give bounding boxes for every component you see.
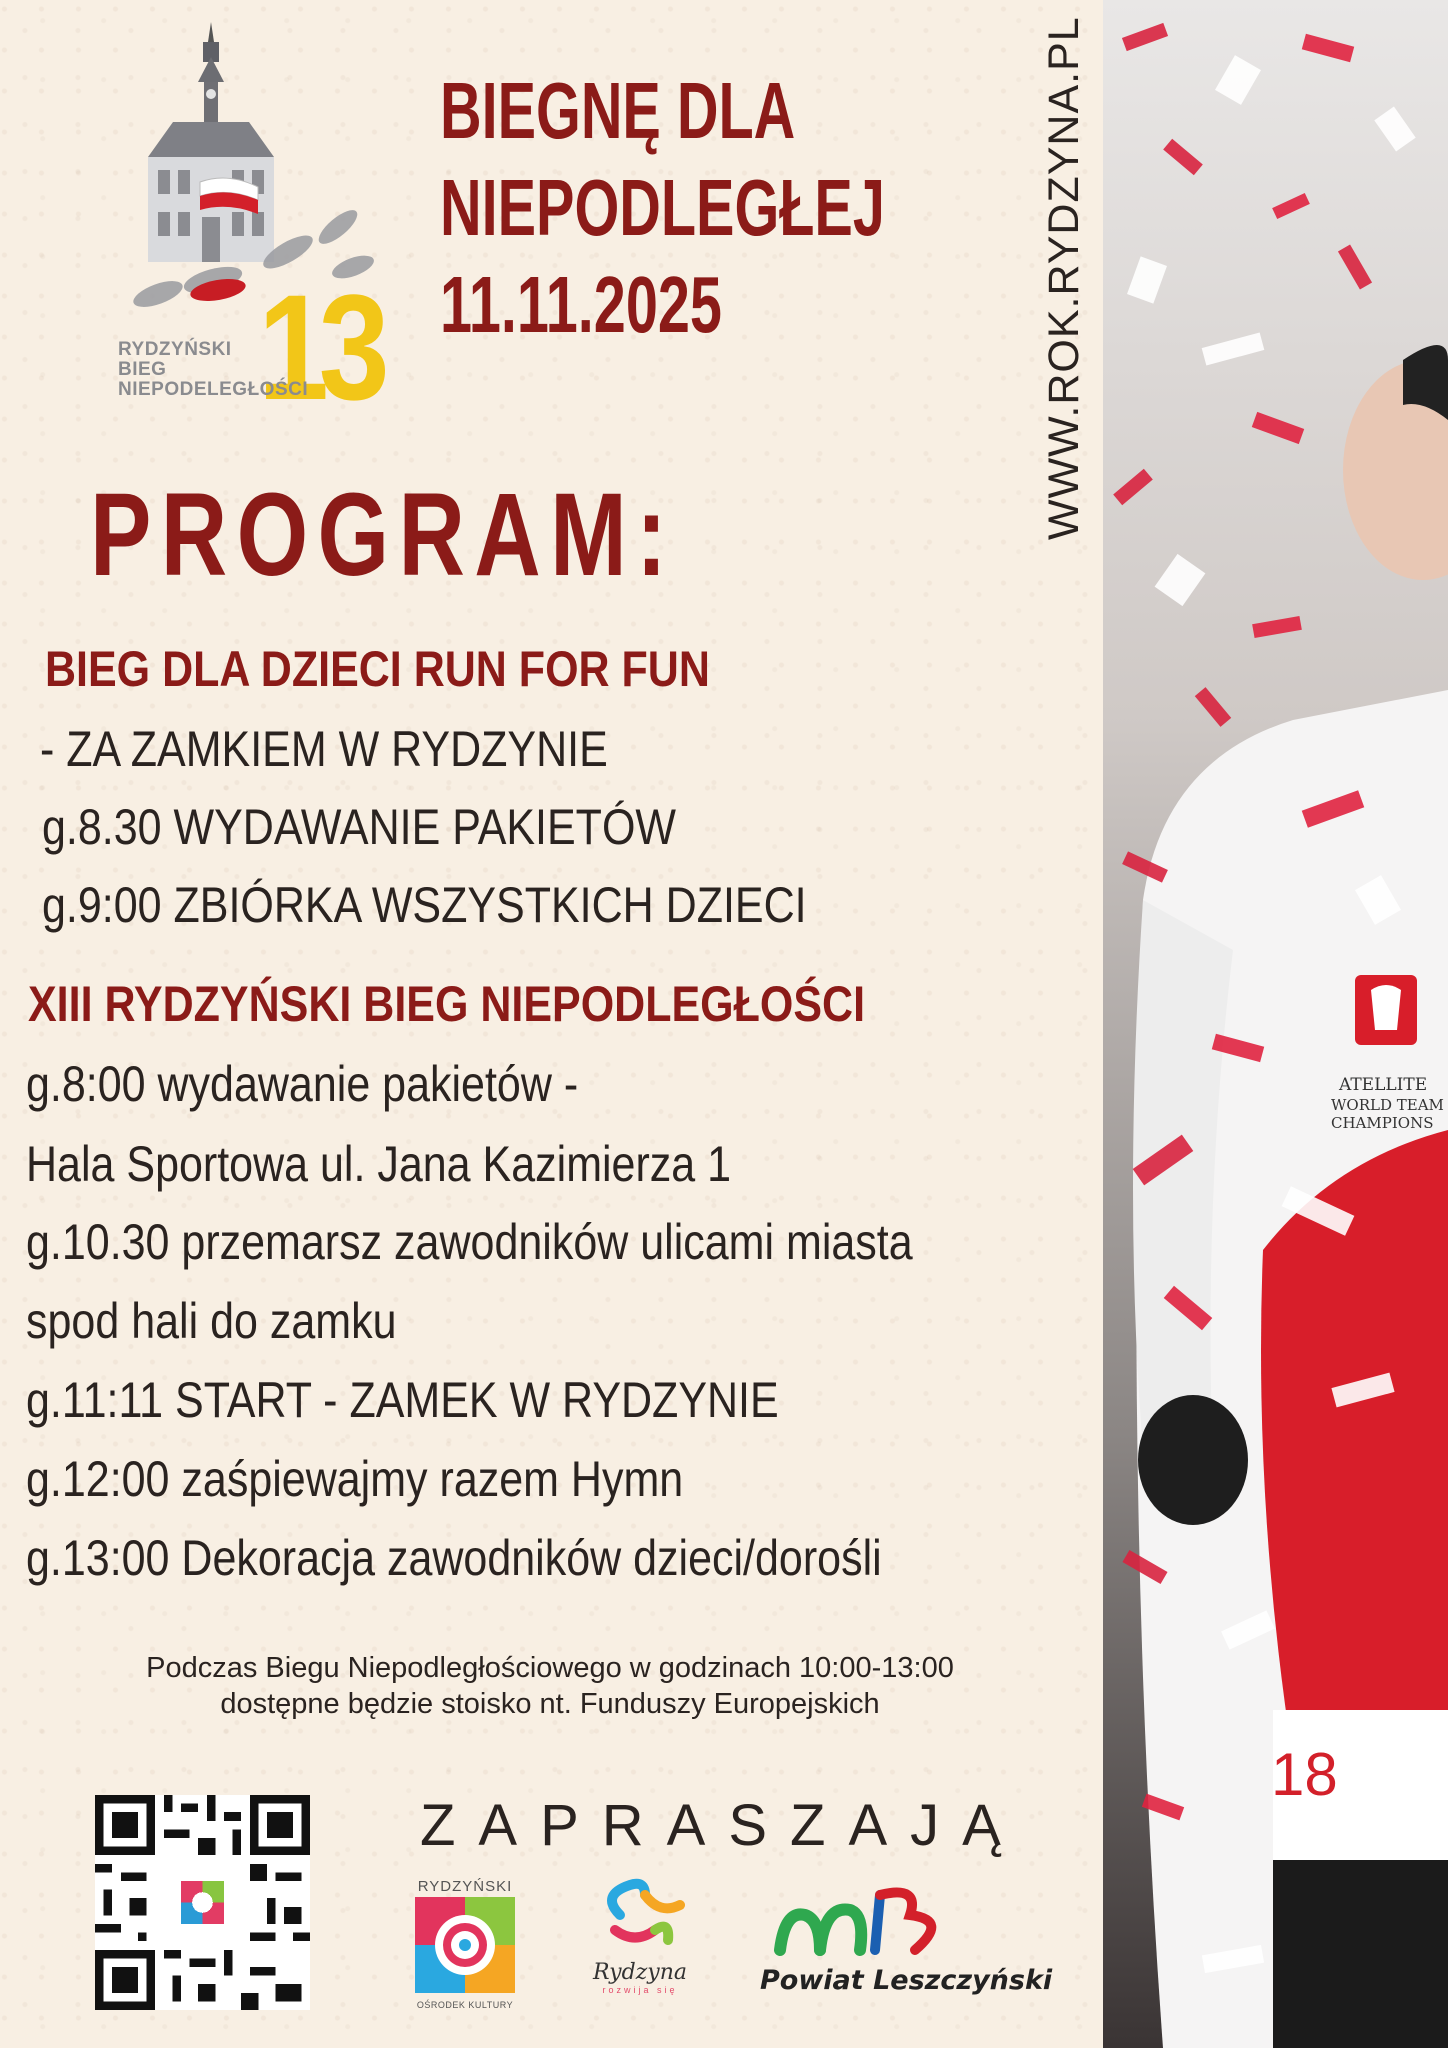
title-line-1: BIEGNĘ DLA (440, 66, 796, 155)
main-run-line: g.12:00 zaśpiewajmy razem Hymn (26, 1451, 684, 1507)
org2-sub: rozwija się (602, 1985, 678, 1995)
org1-label: RYDZYŃSKI (417, 1878, 513, 1895)
logo-line-1: RYDZYŃSKI (118, 339, 232, 360)
runner-confetti-image (1103, 0, 1448, 2048)
qr-code[interactable] (95, 1795, 310, 2010)
event-logo (118, 22, 398, 431)
main-run-line: g.10.30 przemarsz zawodników ulicami miasta (26, 1214, 913, 1270)
main-run-title: XIII RYDZYŃSKI BIEG NIEPODLEGŁOŚCI (28, 976, 866, 1032)
eu-funds-notice (0, 1650, 1100, 1722)
organizer-cultural-center[interactable] (410, 1878, 520, 2010)
organizer-powiat[interactable] (760, 1880, 1053, 1996)
website-link[interactable]: WWW.ROK.RYDZYNA.PL (1040, 16, 1088, 540)
main-run-line: spod hali do zamku (26, 1293, 397, 1349)
logo-text (118, 340, 318, 400)
runner-photo (1103, 0, 1448, 2048)
svg-text:CHAMPIONS: CHAMPIONS (1331, 1114, 1434, 1132)
kids-run-line: - ZA ZAMKIEM W RYDZYNIE (40, 721, 608, 777)
program-heading: PROGRAM: (90, 469, 677, 601)
kids-run-title: BIEG DLA DZIECI RUN FOR FUN (45, 641, 710, 697)
logo-line-2: BIEG (118, 359, 167, 380)
svg-text:18: 18 (1271, 1741, 1338, 1808)
invite-heading: ZAPRASZAJĄ (420, 1793, 1024, 1858)
notice-line-2: dostępne będzie stoisko nt. Funduszy Europejskich (220, 1688, 880, 1720)
main-run-line: Hala Sportowa ul. Jana Kazimierza 1 (26, 1136, 732, 1192)
powiat-logo-icon (760, 1880, 1040, 1960)
notice-line-1: Podczas Biegu Niepodległościowego w godzinach 10:00-13:00 (146, 1652, 954, 1684)
event-title (440, 62, 885, 353)
svg-text:ATELLITE: ATELLITE (1339, 1075, 1428, 1095)
logo-line-3: NIEPODELEGŁOŚCI (118, 379, 309, 400)
logo-number: 13 (258, 263, 380, 431)
kids-run-line: g.9:00 ZBIÓRKA WSZYSTKICH DZIECI (42, 877, 807, 933)
title-date: 11.11.2025 (440, 260, 722, 349)
rydzyna-logo-icon (590, 1875, 690, 1955)
org2-label: Rydzyna (593, 1960, 687, 1985)
organizer-rydzyna[interactable] (575, 1875, 705, 1995)
org1-sub: OŚRODEK KULTURY (416, 2000, 514, 2010)
svg-text:WORLD TEAM: WORLD TEAM (1331, 1096, 1444, 1114)
kids-run-line: g.8.30 WYDAWANIE PAKIETÓW (42, 799, 676, 855)
org3-label: Powiat Leszczyński (760, 1965, 1053, 1996)
qr-code-icon (95, 1795, 310, 2010)
cultural-center-logo-icon (410, 1895, 520, 1995)
main-run-line: g.11:11 START - ZAMEK W RYDZYNIE (26, 1372, 779, 1428)
main-run-line: g.8:00 wydawanie pakietów - (26, 1056, 579, 1112)
main-run-line: g.13:00 Dekoracja zawodników dzieci/dorośli (26, 1530, 882, 1586)
title-line-2: NIEPODLEGŁEJ (440, 163, 885, 252)
